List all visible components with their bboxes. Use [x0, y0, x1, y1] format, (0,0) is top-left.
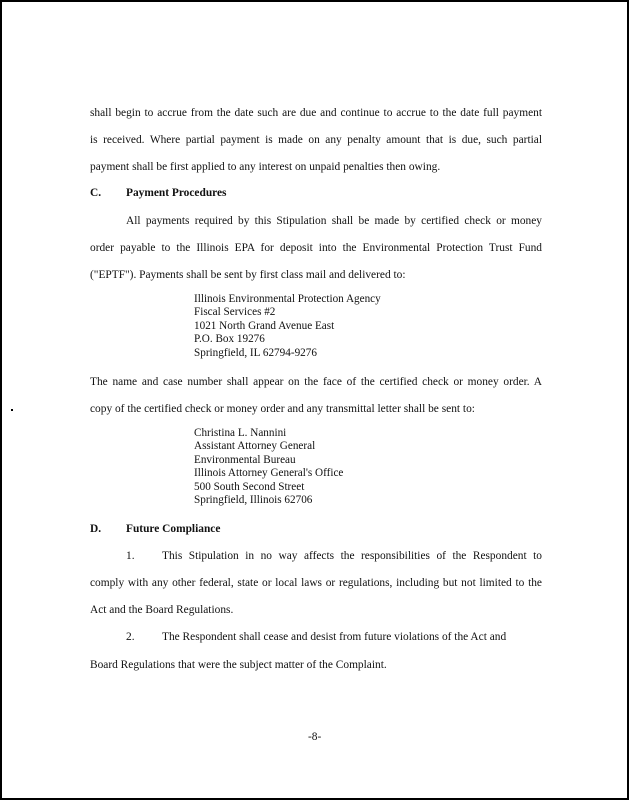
- payment-para-line-2: order payable to the Illinois EPA for deposit into the Environmental Protection Trust Fund: [90, 242, 542, 254]
- section-c-letter: C.: [90, 187, 102, 199]
- address-epa-line: Springfield, IL 62794-9276: [194, 346, 317, 359]
- section-c-title: Payment Procedures: [126, 187, 227, 199]
- item-1-line-3: Act and the Board Regulations.: [90, 604, 234, 616]
- payment-para-line-1: All payments required by this Stipulation shall be made by certified check or money: [126, 215, 542, 227]
- address-epa-line: Fiscal Services #2: [194, 306, 276, 319]
- section-d-title: Future Compliance: [126, 523, 221, 535]
- address-epa: [194, 293, 381, 360]
- copy-para-line-1: The name and case number shall appear on the face of the certified check or money order. A: [90, 376, 542, 388]
- scan-speck: [11, 409, 13, 411]
- copy-para-line-2: copy of the certified check or money order and any transmittal letter shall be sent to:: [90, 403, 475, 415]
- address-ag-line: Environmental Bureau: [194, 453, 296, 466]
- intro-line-3: payment shall be first applied to any interest on unpaid penalties then owing.: [90, 161, 441, 173]
- address-epa-line: 1021 North Grand Avenue East: [194, 319, 335, 332]
- address-epa-line: P.O. Box 19276: [194, 333, 265, 346]
- address-epa-line: Illinois Environmental Protection Agency: [194, 293, 381, 305]
- address-ag-line: Illinois Attorney General's Office: [194, 467, 344, 480]
- item-1-line-2: comply with any other federal, state or local laws or regulations, including but not limited to the: [90, 577, 542, 589]
- payment-para-line-3: ("EPTF"). Payments shall be sent by first class mail and delivered to:: [90, 269, 406, 281]
- page-number: -8-: [308, 731, 322, 743]
- item-1-number: 1.: [126, 550, 135, 562]
- item-2-line-2: Board Regulations that were the subject matter of the Complaint.: [90, 659, 387, 671]
- address-attorney-general: [194, 427, 343, 507]
- section-d-letter: D.: [90, 523, 102, 535]
- item-1-line-1: This Stipulation in no way affects the responsibilities of the Respondent to: [162, 550, 542, 562]
- address-ag-line: Springfield, Illinois 62706: [194, 494, 313, 507]
- address-ag-line: Assistant Attorney General: [194, 440, 316, 453]
- intro-line-1: shall begin to accrue from the date such are due and continue to accrue to the date full payment: [90, 107, 542, 119]
- item-2-number: 2.: [126, 631, 135, 643]
- intro-line-2: is received. Where partial payment is made on any penalty amount that is due, such partial: [90, 134, 542, 146]
- address-ag-line: 500 South Second Street: [194, 480, 305, 493]
- item-2-line-1: The Respondent shall cease and desist from future violations of the Act and: [162, 631, 507, 643]
- address-ag-line: Christina L. Nannini: [194, 427, 287, 439]
